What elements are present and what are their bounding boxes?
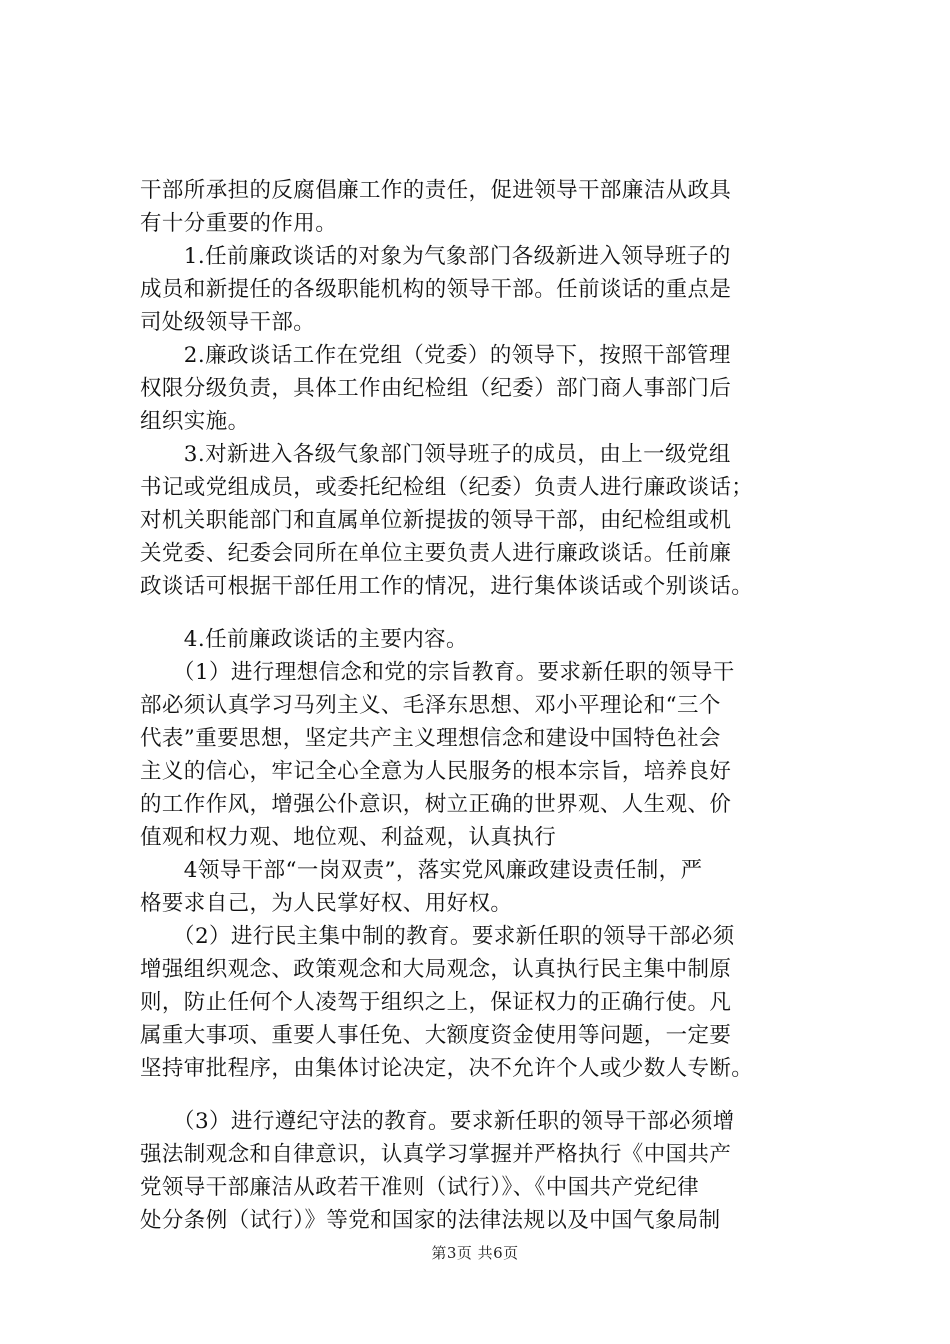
text-line: 4领导干部“一岗双责”，落实党风廉政建设责任制，严: [140, 858, 703, 883]
text-line: 司处级领导干部。: [140, 310, 316, 335]
text-line: 的工作作风，增强公仆意识，树立正确的世界观、人生观、价: [140, 792, 732, 817]
text-line: 属重大事项、重要人事任免、大额度资金使用等问题，一定要: [140, 1023, 732, 1048]
text-line: 格要求自己，为人民掌好权、用好权。: [140, 891, 513, 916]
text-line: 政谈话可根据干部任用工作的情况，进行集体谈话或个别谈话。: [140, 574, 754, 599]
paragraph-gap: [140, 1085, 840, 1105]
text-line: （3）进行遵纪守法的教育。要求新任职的领导干部必须增: [140, 1109, 735, 1134]
text-line: 则，防止任何个人凌驾于组织之上，保证权力的正确行使。凡: [140, 990, 732, 1015]
text-line: 部必须认真学习马列主义、毛泽东思想、邓小平理论和“三个: [140, 693, 721, 718]
text-line: 权限分级负责，具体工作由纪检组（纪委）部门商人事部门后: [140, 376, 732, 401]
text-line: 对机关职能部门和直属单位新提拔的领导干部，由纪检组或机: [140, 508, 732, 533]
text-line: 4.任前廉政谈话的主要内容。: [140, 627, 468, 652]
page-number-footer: 第3页 共6页: [431, 1244, 519, 1262]
text-line: 有十分重要的作用。: [140, 211, 338, 236]
text-line: 书记或党组成员，或委托纪检组（纪委）负责人进行廉政谈话；: [140, 475, 754, 500]
text-line: 党领导干部廉洁从政若干准则（试行）》、《中国共产党纪律: [140, 1175, 700, 1200]
text-line: 主义的信心，牢记全心全意为人民服务的根本宗旨，培养良好: [140, 759, 732, 784]
text-line: 代表”重要思想，坚定共产主义理想信念和建设中国特色社会: [140, 726, 721, 751]
text-line: 干部所承担的反腐倡廉工作的责任，促进领导干部廉洁从政具: [140, 178, 732, 203]
text-line: 2.廉政谈话工作在党组（党委）的领导下，按照干部管理: [140, 343, 731, 368]
text-line: 值观和权力观、地位观、利益观，认真执行: [140, 825, 557, 850]
paragraph-gap: [140, 603, 840, 623]
document-body: [140, 174, 840, 1237]
text-line: 成员和新提任的各级职能机构的领导干部。任前谈话的重点是: [140, 277, 732, 302]
text-line: 强法制观念和自律意识，认真学习掌握并严格执行《中国共产: [140, 1142, 732, 1167]
text-line: 坚持审批程序，由集体讨论决定，决不允许个人或少数人专断。: [140, 1056, 754, 1081]
text-line: 3.对新进入各级气象部门领导班子的成员，由上一级党组: [140, 442, 731, 467]
text-line: 增强组织观念、政策观念和大局观念，认真执行民主集中制原: [140, 957, 732, 982]
text-line: 关党委、纪委会同所在单位主要负责人进行廉政谈话。任前廉: [140, 541, 732, 566]
text-line: （2）进行民主集中制的教育。要求新任职的领导干部必须: [140, 924, 735, 949]
text-line: （1）进行理想信念和党的宗旨教育。要求新任职的领导干: [140, 660, 735, 685]
text-line: 组织实施。: [140, 409, 250, 434]
text-line: 处分条例（试行）》等党和国家的法律法规以及中国气象局制: [140, 1208, 721, 1233]
text-line: 1.任前廉政谈话的对象为气象部门各级新进入领导班子的: [140, 244, 731, 269]
